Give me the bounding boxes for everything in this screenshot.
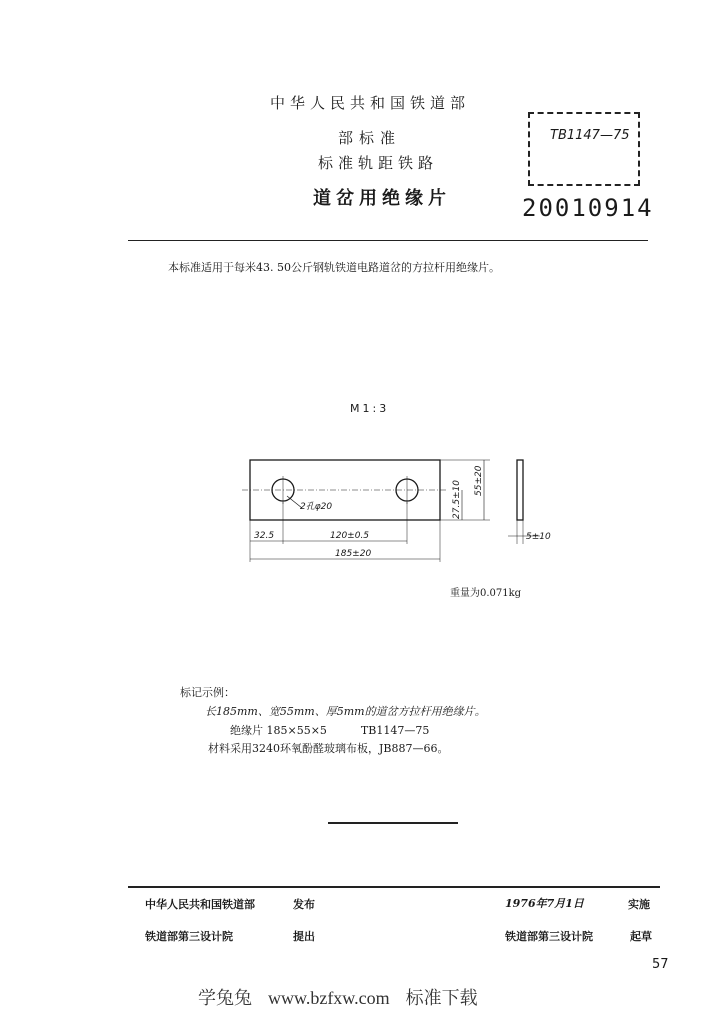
weight-note: 重量为0.071kg [450, 588, 522, 599]
dim-length: 185±20 [335, 549, 372, 559]
document-title: 道岔用绝缘片 [313, 188, 451, 209]
footer-drafter: 铁道部第三设计院 [505, 930, 593, 943]
standard-code: TB1147—75 [550, 128, 630, 143]
standard-code-box [528, 112, 640, 186]
footer-draft-action: 起草 [630, 930, 652, 943]
marking-label: 绝缘片 185×55×5 [230, 724, 327, 737]
footer-divider [128, 886, 660, 888]
scope-statement: 本标准适用于每米43. 50公斤钢轨铁道电路道岔的方拉杆用绝缘片。 [168, 261, 500, 274]
section-divider [328, 822, 458, 824]
footer-implement: 实施 [628, 898, 650, 911]
dim-width: 55±20 [474, 465, 484, 496]
footer-issue-action: 发布 [293, 898, 315, 911]
page-number: 57 [652, 957, 669, 972]
example-marking [230, 722, 429, 738]
watermark-brand: 学兔兔 [198, 988, 252, 1009]
header-divider [128, 240, 648, 241]
side-view-outline [517, 460, 523, 520]
stamp-number: 20010914 [522, 194, 654, 222]
drawing-scale: M1:3 [350, 402, 390, 415]
footer-date: 1976年7月1日 [505, 897, 584, 910]
footer-proposer: 铁道部第三设计院 [145, 930, 233, 943]
technical-drawing [240, 440, 580, 590]
standard-category: 标准轨距铁路 [318, 154, 439, 172]
hole-note: 2孔φ20 [300, 502, 333, 512]
example-description: 长185mm、宽55mm、厚5mm的道岔方拉杆用绝缘片。 [205, 705, 486, 718]
dim-half-width: 27.5±10 [452, 479, 462, 519]
standard-type: 部标准 [338, 129, 402, 147]
example-heading: 标记示例： [180, 686, 235, 699]
dim-spacing: 120±0.5 [330, 531, 370, 541]
dim-thickness: 5±10 [526, 532, 551, 542]
watermark [198, 984, 478, 1010]
footer-issuer: 中华人民共和国铁道部 [145, 898, 255, 911]
marking-code: TB1147—75 [360, 724, 430, 737]
watermark-url[interactable]: www.bzfxw.com [268, 988, 390, 1008]
footer-propose-action: 提出 [293, 930, 315, 943]
watermark-tagline: 标准下载 [405, 988, 478, 1009]
dim-edge: 32.5 [254, 531, 275, 541]
issuing-ministry: 中华人民共和国铁道部 [270, 94, 471, 112]
material-note: 材料采用3240环氧酚醛玻璃布板，JB887—66。 [208, 742, 449, 755]
